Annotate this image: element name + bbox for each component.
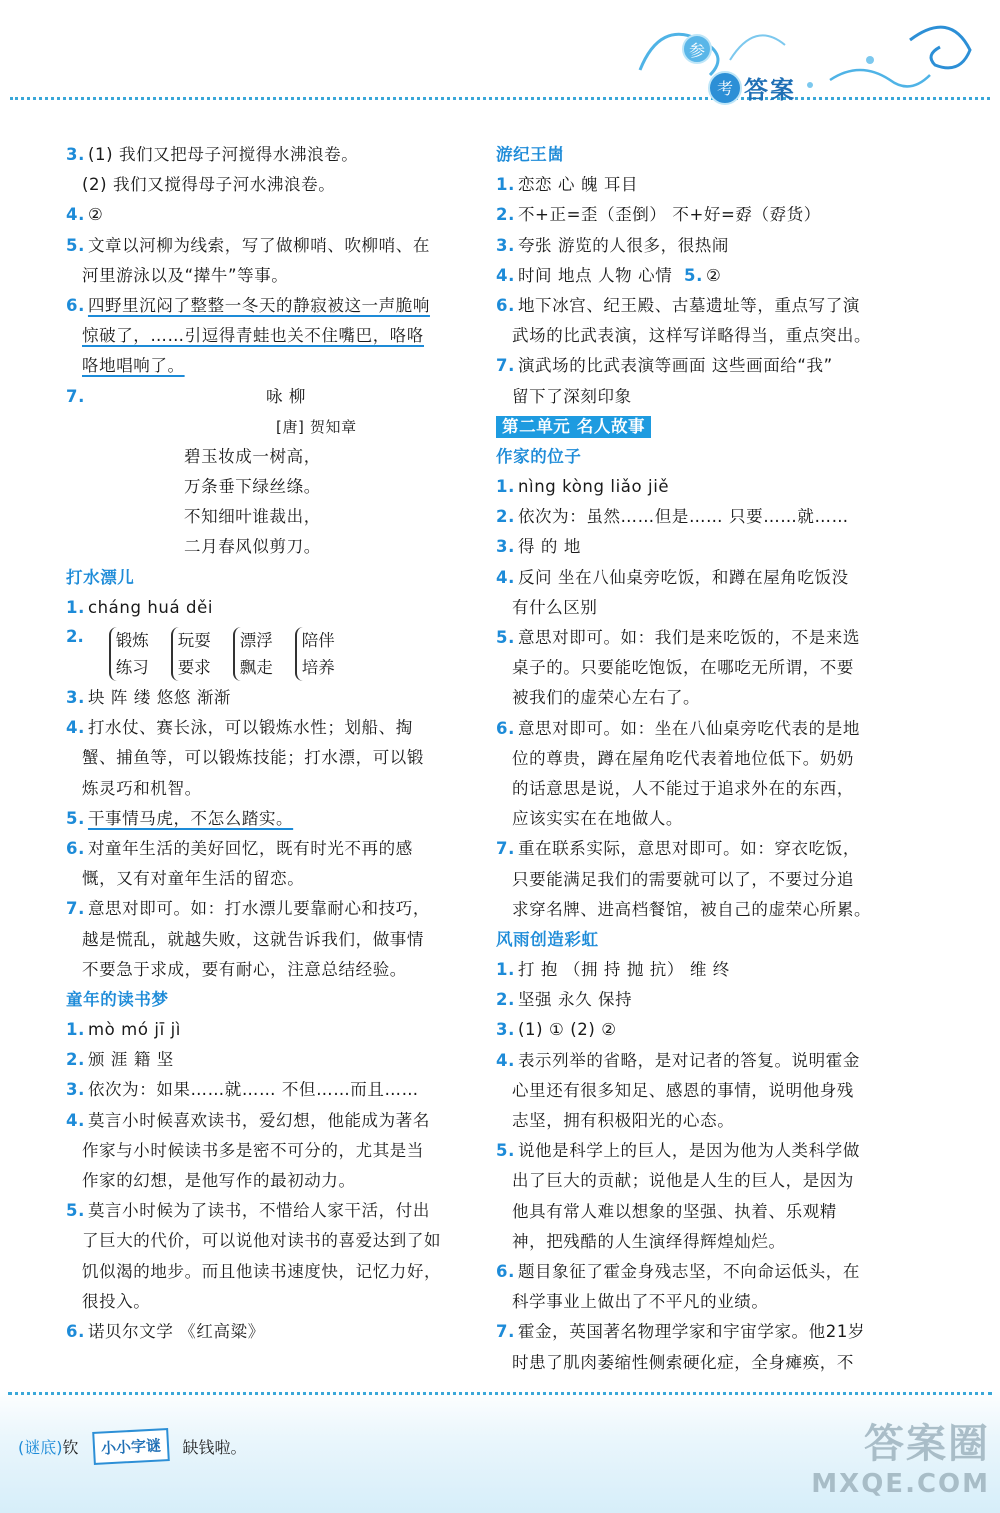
- riddle-box: 小小字谜: [92, 1428, 170, 1465]
- section-title: 游纪王崮: [496, 145, 565, 164]
- poem-title: 咏 柳: [265, 386, 306, 406]
- unit-heading-line: [496, 412, 886, 442]
- answer-line: 4. 打水仗、赛长泳，可以锻炼水性；划船、掏: [66, 718, 413, 738]
- watermark-logo: 答案圈: [864, 1420, 990, 1467]
- answer-line: 2. 依次为：虽然……但是…… 只要……就……: [496, 507, 849, 527]
- poem-line: 不知细叶谁裁出，: [184, 507, 321, 527]
- answer-line: 4. 时间 地点 人物 心情 5. ②: [496, 265, 722, 285]
- header-label: [688, 40, 796, 105]
- answer-line: 作家与小时候读书多是密不可分的，尤其是当: [82, 1140, 424, 1160]
- answer-line: 6. 诺贝尔文学 《红高粱》: [66, 1321, 265, 1341]
- answer-line: 7. 霍金，英国著名物理学家和宇宙学家。他21岁: [496, 1322, 866, 1342]
- answer-line: 咯地唱响了。: [82, 356, 185, 376]
- answer-line: 出了巨大的贡献；说他是人生的巨人，是因为: [512, 1171, 854, 1191]
- answer-line: 越是慌乱，就越失败，这就告诉我们，做事情: [82, 929, 424, 949]
- poem-author: [唐] 贺知章: [276, 417, 357, 436]
- answer-line: 留下了深刻印象: [512, 386, 632, 406]
- answer-line: 1. nìng kòng liǎo jiě: [496, 477, 670, 497]
- answer-line: 只要能满足我们的需要就可以了，不要过分追: [512, 869, 854, 889]
- poem-line: 二月春风似剪刀。: [184, 537, 321, 557]
- answer-line: 3. 得 的 地: [496, 537, 581, 557]
- answer-line: 作家的幻想，是他写作的最初动力。: [82, 1171, 356, 1190]
- answer-line: 河里游泳以及“撵牛”等事。: [82, 265, 289, 285]
- answer-line: 的话意思是说，人不能过于追求外在的东西，: [512, 778, 854, 798]
- section-title: 打水漂儿: [66, 567, 135, 587]
- answer-line: 7. 重在联系实际，意思对即可。如：穿衣吃饭，: [496, 839, 860, 859]
- answer-line: 神，把残酷的人生演绎得辉煌灿烂。: [512, 1231, 786, 1251]
- answer-line: 5. 干事情马虎，不怎么踏实。: [66, 808, 294, 828]
- answer-line: 不要急于求成，要有耐心，注意总结经验。: [82, 959, 407, 979]
- answer-line: 慨，又有对童年生活的留恋。: [82, 869, 305, 889]
- watermark-url: MXQE.COM: [811, 1469, 990, 1499]
- right-column: [496, 140, 886, 1378]
- header-circle-top: 参: [682, 34, 712, 64]
- answer-line: 心里还有很多知足、感恩的事情，说明他身残: [512, 1080, 854, 1100]
- answer-line: 桌子的。只要能吃饱饭，在哪吃无所谓，不要: [512, 658, 854, 678]
- answer-line: 4. 莫言小时候喜欢读书，爱幻想，他能成为著名: [66, 1110, 430, 1130]
- answer-line: 1. mò mó jī jì: [66, 1020, 181, 1040]
- answer-line: 时患了肌肉萎缩性侧索硬化症，全身瘫痪，不: [512, 1352, 854, 1372]
- answer-line: 求穿名牌、进高档餐馆，被自己的虚荣心所累。: [512, 899, 872, 919]
- header-circle-bottom: 考: [708, 71, 742, 105]
- answer-line: 3. (1) ① (2) ②: [496, 1020, 617, 1040]
- answer-line: 3. 块 阵 缕 悠悠 渐渐: [66, 688, 232, 707]
- word-pair: 漂浮 飘走: [233, 627, 273, 681]
- answer-line: 科学事业上做出了不平凡的业绩。: [512, 1292, 769, 1312]
- word-pair: 玩耍 要求: [171, 627, 211, 681]
- answer-line: 炼灵巧和机智。: [82, 778, 202, 798]
- poem-title-line: 7. 咏 柳: [66, 386, 306, 406]
- answer-line: 志坚，拥有积极阳光的心态。: [512, 1111, 735, 1130]
- answer-line: 2. 颁 涯 籍 坚: [66, 1050, 174, 1070]
- answer-line: 惊破了，……引逗得青蛙也关不住嘴巴，咯咯: [82, 326, 424, 346]
- answer-line: 位的尊贵，蹲在屋角吃代表着地位低下。奶奶: [512, 748, 854, 768]
- section-title: 童年的读书梦: [66, 989, 169, 1009]
- answer-line: 5. 文章以河柳为线索，写了做柳哨、吹柳哨、在: [66, 235, 430, 255]
- watermark: [811, 1412, 990, 1499]
- poem-line: 碧玉妆成一树高，: [184, 446, 321, 466]
- section-title: 风雨创造彩虹: [496, 929, 599, 949]
- answer-line: 2. 不+正=歪（歪倒） 不+好=孬（孬货）: [496, 205, 821, 225]
- answer-line: 6. 四野里沉闷了整整一冬天的静寂被这一声脆响: [66, 295, 430, 315]
- answer-line: (2) 我们又搅得母子河水沸浪卷。: [82, 175, 336, 195]
- footer-dotted-line: [8, 1392, 992, 1395]
- answer-line: 饥似渴的地步。而且他读书速度快，记忆力好，: [82, 1261, 442, 1281]
- answer-line: 7. 演武场的比武表演等画面 这些画面给“我”: [496, 356, 833, 376]
- answer-line: 5. 意思对即可。如：我们是来吃饭的，不是来选: [496, 628, 860, 647]
- answer-line: 1. cháng huá děi: [66, 597, 214, 617]
- word-pairs: 2. 锻炼 练习 玩耍 要求 漂浮 飘走 陪伴 培养: [66, 623, 466, 683]
- answer-line: 6. 意思对即可。如：坐在八仙桌旁吃代表的是地: [496, 718, 860, 738]
- answer-line: 被我们的虚荣心左右了。: [512, 688, 701, 708]
- answer-line: 2. 坚强 永久 保持: [496, 990, 633, 1010]
- header-answer-text: 答案: [744, 76, 796, 104]
- section-title: 作家的位子: [496, 446, 582, 466]
- word-pair: 陪伴 培养: [295, 627, 335, 681]
- poem-line: 万条垂下绿丝绦。: [184, 477, 321, 497]
- riddle-prefix: (谜底): [18, 1438, 63, 1457]
- unit-heading: 第二单元 名人故事: [496, 416, 651, 438]
- answer-line: 1. 打 抱 （拥 持 抛 抗） 维 终: [496, 960, 730, 980]
- answer-line: 很投入。: [82, 1291, 151, 1311]
- answer-line: 4. 反问 坐在八仙桌旁吃饭，和蹲在屋角吃饭没: [496, 567, 849, 587]
- answer-line: 了巨大的代价，可以说他对读书的喜爱达到了如: [82, 1231, 442, 1251]
- answer-line: 5. 说他是科学上的巨人，是因为他为人类科学做: [496, 1141, 860, 1161]
- answer-line: 5. 莫言小时候为了读书，不惜给人家干活，付出: [66, 1201, 430, 1221]
- answer-line: 6. 对童年生活的美好回忆，既有时光不再的感: [66, 838, 413, 858]
- answer-line: 4. ②: [66, 205, 104, 225]
- answer-line: 3. 依次为：如果……就…… 不但……而且……: [66, 1080, 419, 1100]
- answer-line: 蟹、捕鱼等，可以锻炼技能；打水漂，可以锻: [82, 748, 424, 768]
- answer-line: 应该实实在在地做人。: [512, 809, 683, 829]
- answer-line: 4. 表示列举的省略，是对记者的答复。说明霍金: [496, 1050, 860, 1070]
- answer-line: 他具有常人难以想象的坚强、执着、乐观精: [512, 1201, 837, 1221]
- word-pair: 锻炼 练习: [109, 627, 149, 681]
- riddle-answer: 钦: [62, 1438, 79, 1457]
- answer-line: 有什么区别: [512, 597, 598, 617]
- answer-line: 6. 地下冰宫、纪王殿、古墓遗址等，重点写了演: [496, 295, 860, 315]
- header-dotted-line: [10, 97, 990, 100]
- answer-line: 6. 题目象征了霍金身残志坚，不向命运低头，在: [496, 1261, 860, 1281]
- riddle: [18, 1430, 247, 1463]
- answer-line: 武场的比武表演，这样写详略得当，重点突出。: [512, 326, 872, 346]
- answer-line: 3. (1) 我们又把母子河搅得水沸浪卷。: [66, 145, 359, 164]
- answer-line: 7. 意思对即可。如：打水漂儿要靠耐心和技巧，: [66, 899, 430, 919]
- answer-line: 3. 夸张 游览的人很多，很热闹: [496, 235, 729, 255]
- riddle-clue: 缺钱啦。: [182, 1438, 247, 1457]
- answer-line: 1. 恋恋 心 魄 耳目: [496, 175, 639, 195]
- left-column: [66, 140, 466, 1347]
